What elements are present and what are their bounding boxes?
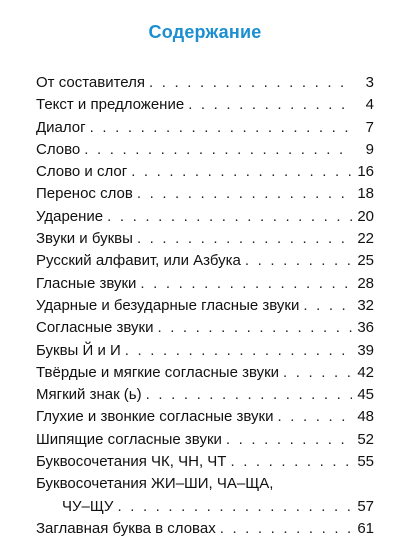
toc-entry-page: 22: [357, 230, 374, 248]
toc-entry-label: Слово и слог: [36, 163, 128, 181]
toc-entry-label: Мягкий знак (ь): [36, 386, 142, 404]
dot-leader: [107, 206, 352, 228]
toc-entry-page: 4: [365, 96, 374, 114]
dot-leader: [125, 340, 352, 362]
toc-entry[interactable]: [36, 340, 374, 362]
toc-entry[interactable]: [36, 206, 374, 228]
toc-entry[interactable]: [36, 473, 374, 518]
dot-leader: [137, 228, 352, 250]
toc-entry-label: Ударные и безударные гласные звуки: [36, 296, 300, 314]
dot-leader: [117, 496, 352, 518]
toc-entry-label: Буквы Й и И: [36, 341, 121, 359]
toc-entry-page: 25: [357, 252, 374, 270]
toc-entry[interactable]: [36, 518, 374, 540]
dot-leader: [157, 317, 352, 339]
toc-entry-label: Буквосочетания ЖИ–ШИ, ЧА–ЩА,: [36, 475, 274, 493]
toc-entry-continuation: [36, 496, 374, 518]
toc-entry[interactable]: [36, 317, 374, 339]
dot-leader: [278, 406, 352, 428]
toc-entry-label: Буквосочетания ЧК, ЧН, ЧТ: [36, 453, 227, 471]
toc-entry-page: 52: [357, 430, 374, 448]
dot-leader: [226, 429, 352, 451]
dot-leader: [90, 117, 352, 139]
toc-entry[interactable]: [36, 406, 374, 428]
dot-leader: [245, 250, 352, 272]
toc-entry-label: Текст и предложение: [36, 96, 185, 114]
toc-entry[interactable]: [36, 117, 374, 139]
toc-entry-page: 3: [365, 74, 374, 91]
toc-entry-label: Заглавная буква в словах: [36, 519, 216, 537]
toc-entry-page: 16: [357, 163, 374, 181]
dot-leader: [149, 72, 352, 94]
toc-entry-page: 9: [365, 140, 374, 158]
toc-entry-label: Русский алфавит, или Азбука: [36, 252, 241, 270]
toc-entry-label: Гласные звуки: [36, 274, 137, 292]
dot-leader: [146, 384, 352, 406]
dot-leader: [137, 183, 352, 205]
toc-entry[interactable]: [36, 250, 374, 272]
toc-entry-label-continued: ЧУ–ЩУ: [62, 497, 114, 515]
toc-entry-page: 48: [357, 408, 374, 426]
toc-entry-page: 55: [357, 453, 374, 471]
toc-entry-label: Шипящие согласные звуки: [36, 430, 222, 448]
dot-leader: [140, 273, 352, 295]
dot-leader: [131, 161, 352, 183]
toc-entry-page: 32: [357, 296, 374, 314]
toc-entry[interactable]: [36, 273, 374, 295]
toc-entry-page: 57: [357, 497, 374, 515]
toc-entry-label: Диалог: [36, 118, 86, 136]
toc-entry-page: 45: [357, 386, 374, 404]
toc-entry[interactable]: [36, 295, 374, 317]
toc-entry[interactable]: [36, 451, 374, 473]
toc-entry-label: Перенос слов: [36, 185, 133, 203]
toc-entry-page: 39: [357, 341, 374, 359]
dot-leader: [188, 94, 352, 116]
toc-entry-page: 28: [357, 274, 374, 292]
toc-entry[interactable]: [36, 384, 374, 406]
toc-entry[interactable]: [36, 139, 374, 161]
toc-entry-page: 36: [357, 319, 374, 337]
toc-entry[interactable]: [36, 94, 374, 116]
toc-entry-label: Согласные звуки: [36, 319, 154, 337]
toc-entry-label: Ударение: [36, 207, 104, 225]
dot-leader: [283, 362, 352, 384]
toc-entry-page: 42: [357, 363, 374, 381]
toc-entry[interactable]: [36, 228, 374, 250]
toc-entry-page: 61: [357, 519, 374, 537]
toc-entry[interactable]: [36, 161, 374, 183]
toc-entry-label: Глухие и звонкие согласные звуки: [36, 408, 274, 426]
toc-entry-page: 18: [357, 185, 374, 203]
toc-entry-label: От составителя: [36, 74, 146, 91]
page-title: Содержание: [148, 22, 262, 42]
toc-entry-page: 7: [365, 118, 374, 136]
dot-leader: [303, 295, 352, 317]
toc-entry[interactable]: [36, 362, 374, 384]
toc-entry[interactable]: [36, 72, 374, 94]
toc-entry[interactable]: [36, 183, 374, 205]
table-of-contents: [36, 72, 374, 540]
toc-entry[interactable]: [36, 429, 374, 451]
toc-entry-label: Твёрдые и мягкие согласные звуки: [36, 363, 280, 381]
toc-entry-label: Звуки и буквы: [36, 230, 133, 248]
toc-entry-label: Слово: [36, 140, 81, 158]
dot-leader: [230, 451, 352, 473]
dot-leader: [220, 518, 352, 540]
dot-leader: [84, 139, 352, 161]
toc-entry-page: 20: [357, 207, 374, 225]
